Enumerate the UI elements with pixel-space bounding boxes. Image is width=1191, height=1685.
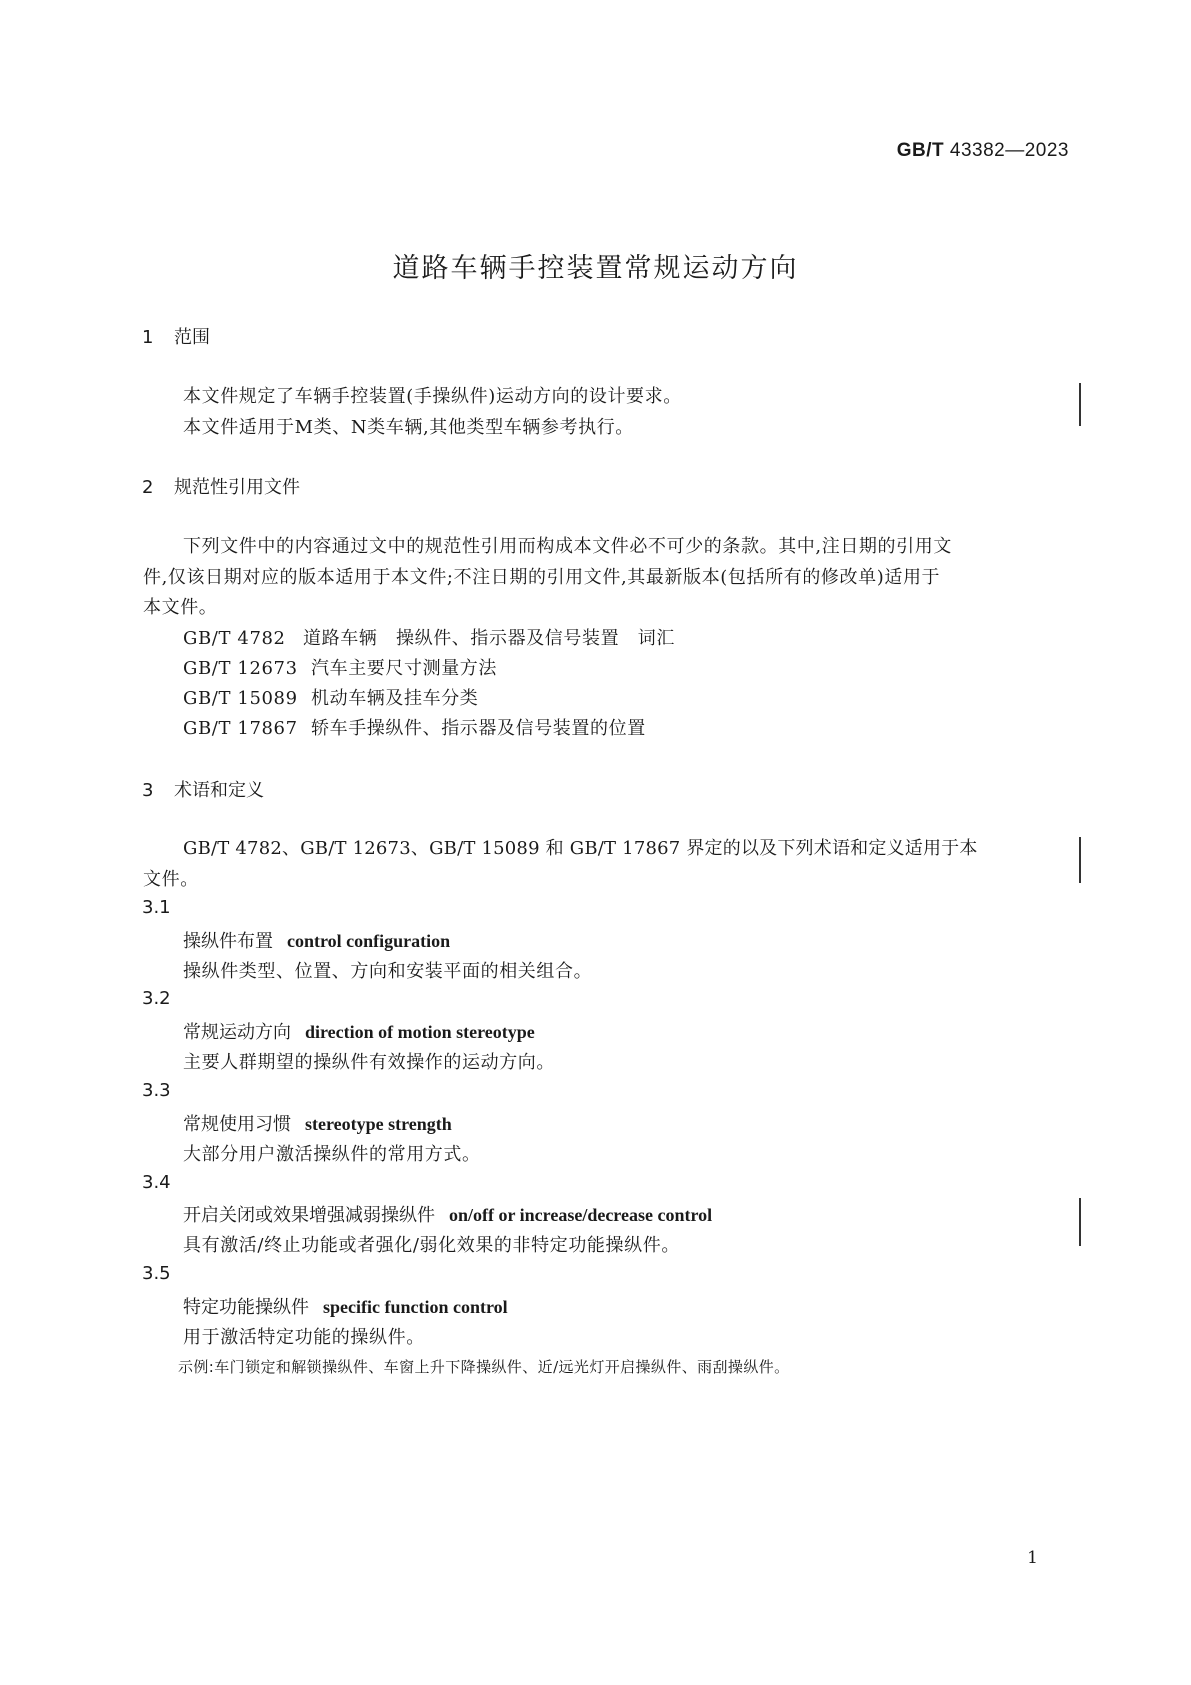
term-number: 3.2 — [142, 988, 171, 1009]
reference-title: 汽车主要尺寸测量方法 — [311, 658, 497, 679]
term-en: stereotype strength — [305, 1114, 452, 1134]
term-zh: 常规运动方向 — [183, 1022, 291, 1043]
term-number: 3.1 — [142, 897, 171, 918]
term-number: 3.5 — [142, 1263, 171, 1284]
term-en: on/off or increase/decrease control — [449, 1205, 713, 1225]
references-intro-line-2: 件,仅该日期对应的版本适用于本文件;不注日期的引用文件,其最新版本(包括所有的修改单)适用于 — [143, 567, 941, 588]
reference-code: GB/T 15089 — [183, 688, 298, 709]
term-en: direction of motion stereotype — [305, 1022, 535, 1042]
reference-item — [183, 654, 497, 680]
reference-item — [183, 714, 646, 740]
term-definition: 具有激活/终止功能或者强化/弱化效果的非特定功能操纵件。 — [183, 1235, 680, 1256]
section-number: 3 — [142, 780, 154, 801]
term-zh: 特定功能操纵件 — [183, 1297, 309, 1318]
references-intro-line-1: 下列文件中的内容通过文中的规范性引用而构成本文件必不可少的条款。其中,注日期的引用文 — [183, 536, 952, 557]
terms-intro-line-2: 文件。 — [143, 869, 199, 890]
term-entry — [183, 1110, 452, 1136]
section-number: 1 — [142, 327, 154, 348]
change-bar — [1079, 383, 1081, 426]
term-entry — [183, 1018, 535, 1044]
reference-title: 道路车辆 操纵件、指示器及信号装置 词汇 — [303, 628, 675, 649]
page-number: 1 — [1027, 1548, 1038, 1568]
change-bar — [1079, 837, 1081, 883]
standard-code — [897, 140, 1069, 162]
term-number: 3.3 — [142, 1080, 171, 1101]
standard-number: 43382—2023 — [949, 140, 1069, 161]
reference-code: GB/T 4782 — [183, 628, 286, 649]
term-en: specific function control — [323, 1297, 508, 1317]
term-zh: 操纵件布置 — [183, 931, 273, 952]
example-label: 示例: — [178, 1358, 215, 1376]
term-definition: 主要人群期望的操纵件有效操作的运动方向。 — [183, 1052, 555, 1073]
section-2-heading — [142, 473, 300, 499]
term-entry — [183, 1293, 508, 1319]
change-bar — [1079, 1198, 1081, 1246]
scope-paragraph-2: 本文件适用于M类、N类车辆,其他类型车辆参考执行。 — [183, 417, 634, 438]
term-definition: 大部分用户激活操纵件的常用方式。 — [183, 1144, 481, 1165]
reference-item — [183, 624, 675, 650]
scope-paragraph-1: 本文件规定了车辆手控装置(手操纵件)运动方向的设计要求。 — [183, 386, 682, 407]
section-title: 规范性引用文件 — [174, 477, 300, 498]
term-en: control configuration — [287, 931, 451, 951]
terms-intro-line-1: GB/T 4782、GB/T 12673、GB/T 15089 和 GB/T 17867 界定的以及下列术语和定义适用于本 — [183, 838, 978, 859]
term-number: 3.4 — [142, 1172, 171, 1193]
standard-prefix: GB/T — [896, 140, 945, 161]
term-definition: 操纵件类型、位置、方向和安装平面的相关组合。 — [183, 961, 593, 982]
section-number: 2 — [142, 477, 154, 498]
example-text: 车门锁定和解锁操纵件、车窗上升下降操纵件、近/远光灯开启操纵件、雨刮操纵件。 — [214, 1358, 790, 1376]
term-zh: 常规使用习惯 — [183, 1114, 291, 1135]
reference-title: 轿车手操纵件、指示器及信号装置的位置 — [311, 718, 646, 739]
term-definition: 用于激活特定功能的操纵件。 — [183, 1327, 425, 1348]
reference-item — [183, 684, 478, 710]
term-entry — [183, 1201, 712, 1227]
references-intro-line-3: 本文件。 — [143, 597, 218, 618]
document-title: 道路车辆手控装置常规运动方向 — [392, 253, 799, 284]
reference-code: GB/T 12673 — [183, 658, 298, 679]
example-note — [178, 1356, 790, 1377]
section-title: 术语和定义 — [174, 780, 264, 801]
term-entry — [183, 927, 450, 953]
reference-title: 机动车辆及挂车分类 — [311, 688, 479, 709]
section-1-heading — [142, 323, 210, 349]
term-zh: 开启关闭或效果增强减弱操纵件 — [183, 1205, 435, 1226]
section-3-heading — [142, 776, 264, 802]
section-title: 范围 — [174, 327, 210, 348]
reference-code: GB/T 17867 — [183, 718, 298, 739]
